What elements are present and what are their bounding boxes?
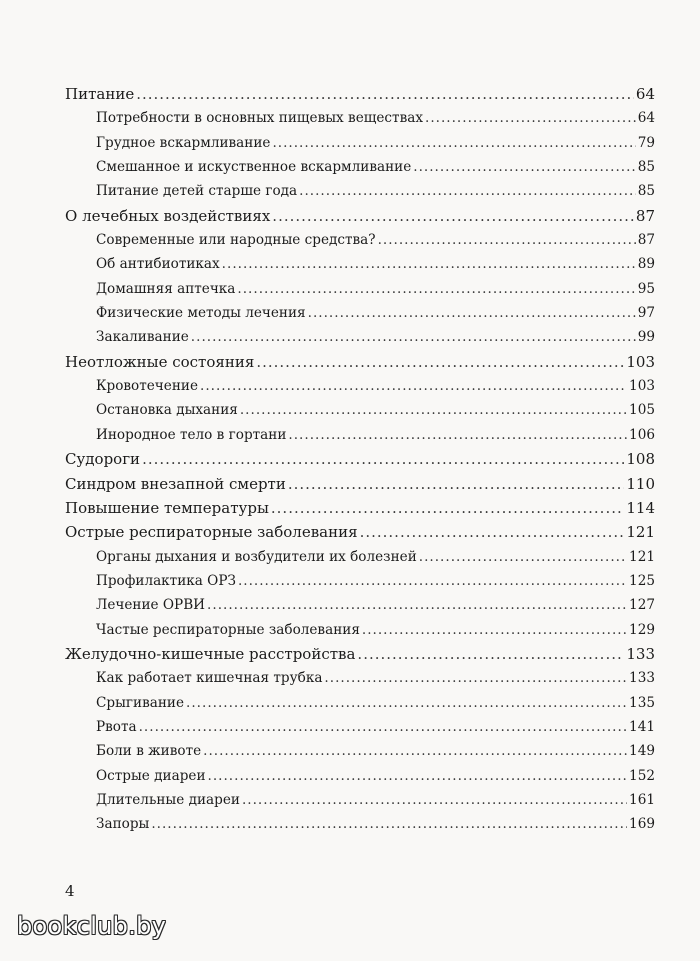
toc-dot-leader bbox=[151, 812, 627, 836]
toc-entry-title: Домашняя аптечка bbox=[96, 280, 236, 297]
toc-dot-leader bbox=[308, 301, 636, 325]
toc-entry-page: 169 bbox=[629, 816, 655, 833]
toc-dot-leader bbox=[299, 179, 636, 203]
toc-dot-leader bbox=[207, 593, 627, 617]
toc-section bbox=[65, 496, 655, 520]
toc-entry-title: Рвота bbox=[96, 718, 137, 735]
toc-entry-title: О лечебных воздействиях bbox=[65, 206, 271, 225]
toc-entry-title: Острые диареи bbox=[96, 767, 206, 784]
toc-dot-leader bbox=[419, 545, 627, 569]
toc-entry-title: Острые респираторные заболевания bbox=[65, 523, 358, 542]
toc-subsection bbox=[65, 788, 655, 812]
toc-entry-title: Остановка дыхания bbox=[96, 402, 238, 419]
toc-entry-title: Потребности в основных пищевых веществах bbox=[96, 110, 423, 127]
toc-entry-page: 105 bbox=[629, 402, 655, 419]
toc-dot-leader bbox=[191, 325, 636, 349]
toc-entry-title: Инородное тело в гортани bbox=[96, 426, 287, 443]
toc-entry-page: 103 bbox=[626, 352, 655, 371]
toc-section bbox=[65, 447, 655, 471]
toc-subsection bbox=[65, 423, 655, 447]
toc-entry-page: 89 bbox=[637, 256, 655, 273]
toc-entry-page: 129 bbox=[629, 621, 655, 638]
toc-section bbox=[65, 350, 655, 374]
toc-dot-leader bbox=[240, 398, 627, 422]
toc-entry-title: Длительные диареи bbox=[96, 791, 240, 808]
toc-subsection bbox=[65, 155, 655, 179]
toc-dot-leader bbox=[139, 715, 627, 739]
toc-entry-page: 85 bbox=[637, 159, 655, 176]
toc-dot-leader bbox=[288, 423, 627, 447]
toc-dot-leader bbox=[200, 374, 627, 398]
toc-entry-page: 125 bbox=[629, 572, 655, 589]
toc-dot-leader bbox=[256, 350, 624, 374]
toc-entry-title: Об антибиотиках bbox=[96, 256, 220, 273]
toc-entry-page: 64 bbox=[635, 85, 655, 103]
toc-entry-page: 103 bbox=[629, 378, 655, 395]
toc-subsection bbox=[65, 715, 655, 739]
toc-dot-leader bbox=[324, 666, 627, 690]
toc-entry-title: Желудочно-кишечные расстройства bbox=[65, 644, 356, 663]
toc-entry-title: Современные или народные средства? bbox=[96, 232, 376, 249]
toc-entry-page: 87 bbox=[637, 232, 655, 249]
toc-dot-leader bbox=[203, 739, 627, 763]
toc-subsection bbox=[65, 252, 655, 276]
toc-entry-title: Смешанное и искуственное вскармливание bbox=[96, 159, 412, 176]
toc-dot-leader bbox=[271, 496, 624, 520]
toc-dot-leader bbox=[142, 447, 624, 471]
toc-entry-page: 114 bbox=[626, 498, 655, 517]
watermark: bookclub.by bbox=[17, 912, 167, 940]
toc-dot-leader bbox=[186, 691, 627, 715]
toc-entry-page: 97 bbox=[637, 305, 655, 322]
toc-subsection bbox=[65, 764, 655, 788]
toc-entry-page: 121 bbox=[626, 523, 655, 542]
toc-entry-page: 121 bbox=[629, 548, 655, 565]
toc-subsection bbox=[65, 593, 655, 617]
toc-entry-title: Неотложные состояния bbox=[65, 352, 255, 371]
toc-dot-leader bbox=[222, 252, 636, 276]
toc-subsection bbox=[65, 691, 655, 715]
toc-subsection bbox=[65, 131, 655, 155]
toc-entry-page: 87 bbox=[635, 206, 655, 225]
toc-entry-title: Закаливание bbox=[96, 329, 189, 346]
toc-subsection bbox=[65, 618, 655, 642]
toc-entry-page: 161 bbox=[629, 791, 655, 808]
toc-dot-leader bbox=[378, 228, 636, 252]
toc-entry-title: Питание детей старше года bbox=[96, 183, 298, 200]
toc-entry-page: 108 bbox=[626, 450, 655, 469]
toc-entry-title: Физические методы лечения bbox=[96, 305, 306, 322]
toc-section bbox=[65, 520, 655, 544]
toc-entry-title: Органы дыхания и возбудители их болезней bbox=[96, 548, 417, 565]
toc-dot-leader bbox=[288, 472, 625, 496]
toc-dot-leader bbox=[425, 106, 636, 130]
toc-entry-page: 149 bbox=[629, 743, 655, 760]
toc-entry-title: Запоры bbox=[96, 816, 150, 833]
toc-entry-title: Кровотечение bbox=[96, 378, 199, 395]
toc-dot-leader bbox=[362, 618, 627, 642]
toc-dot-leader bbox=[237, 277, 635, 301]
page-number: 4 bbox=[65, 882, 75, 900]
toc-entry-page: 99 bbox=[637, 329, 655, 346]
toc-dot-leader bbox=[208, 764, 628, 788]
toc-subsection bbox=[65, 569, 655, 593]
toc-section bbox=[65, 642, 655, 666]
toc-entry-page: 79 bbox=[637, 134, 655, 151]
toc-subsection bbox=[65, 179, 655, 203]
toc-subsection bbox=[65, 666, 655, 690]
toc-subsection bbox=[65, 739, 655, 763]
toc-entry-page: 64 bbox=[637, 110, 655, 127]
toc-dot-leader bbox=[413, 155, 635, 179]
toc-subsection bbox=[65, 301, 655, 325]
toc-subsection bbox=[65, 812, 655, 836]
toc-dot-leader bbox=[242, 788, 627, 812]
toc-entry-page: 95 bbox=[637, 280, 655, 297]
toc-entry-title: Частые респираторные заболевания bbox=[96, 621, 360, 638]
toc-entry-title: Лечение ОРВИ bbox=[96, 597, 206, 614]
toc-subsection bbox=[65, 106, 655, 130]
toc-subsection bbox=[65, 325, 655, 349]
toc-dot-leader bbox=[360, 520, 625, 544]
toc-subsection bbox=[65, 374, 655, 398]
toc-entry-page: 141 bbox=[629, 718, 655, 735]
toc-entry-title: Питание bbox=[65, 85, 135, 103]
toc-dot-leader bbox=[238, 569, 627, 593]
toc-entry-page: 106 bbox=[629, 426, 655, 443]
toc-dot-leader bbox=[272, 131, 635, 155]
table-of-contents bbox=[65, 82, 655, 837]
toc-entry-title: Повышение температуры bbox=[65, 498, 269, 517]
toc-subsection bbox=[65, 228, 655, 252]
toc-dot-leader bbox=[272, 204, 634, 228]
toc-entry-page: 110 bbox=[626, 474, 655, 493]
toc-entry-title: Как работает кишечная трубка bbox=[96, 670, 323, 687]
toc-entry-page: 135 bbox=[629, 694, 655, 711]
toc-entry-title: Срыгивание bbox=[96, 694, 185, 711]
toc-section bbox=[65, 472, 655, 496]
toc-entry-title: Синдром внезапной смерти bbox=[65, 474, 286, 493]
toc-entry-page: 152 bbox=[629, 767, 655, 784]
toc-entry-title: Судороги bbox=[65, 450, 141, 469]
toc-entry-page: 127 bbox=[629, 597, 655, 614]
toc-entry-page: 85 bbox=[637, 183, 655, 200]
toc-dot-leader bbox=[136, 82, 634, 106]
toc-entry-title: Боли в животе bbox=[96, 743, 202, 760]
toc-subsection bbox=[65, 398, 655, 422]
toc-entry-page: 133 bbox=[629, 670, 655, 687]
toc-entry-title: Грудное вскармливание bbox=[96, 134, 271, 151]
toc-section bbox=[65, 204, 655, 228]
toc-section bbox=[65, 82, 655, 106]
toc-subsection bbox=[65, 277, 655, 301]
toc-subsection bbox=[65, 545, 655, 569]
toc-entry-title: Профилактика ОРЗ bbox=[96, 572, 236, 589]
toc-dot-leader bbox=[357, 642, 624, 666]
toc-entry-page: 133 bbox=[626, 644, 655, 663]
